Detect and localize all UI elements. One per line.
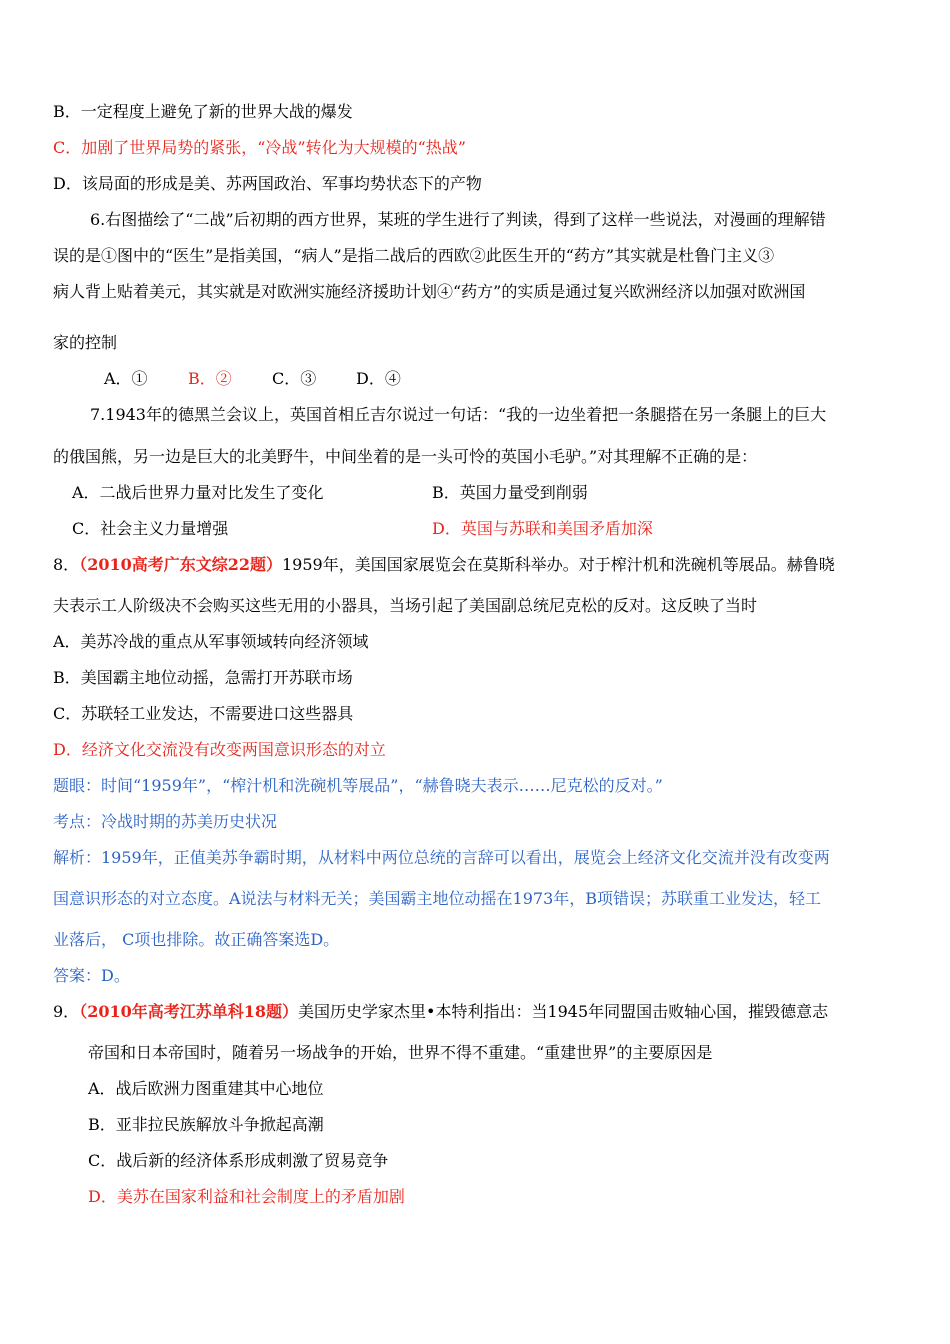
q9-stem-line-2: 帝国和日本帝国时，随着另一场战争的开始，世界不得不重建。“重建世界”的主要原因是 [88,1043,713,1062]
q7-option-a: A．二战后世界力量对比发生了变化 [72,483,324,502]
q6-option-d: D．④ [356,369,401,388]
q9-option-c: C．战后新的经济体系形成刺激了贸易竞争 [88,1151,389,1170]
q9-option-a: A．战后欧洲力图重建其中心地位 [88,1079,324,1098]
q5-option-d: D．该局面的形成是美、苏两国政治、军事均势状态下的产物 [53,174,482,193]
q6-stem-line-1: 6.右图描绘了“二战”后初期的西方世界，某班的学生进行了判读，得到了这样一些说法，对漫画的理解错 [90,210,826,229]
q8-answer: 答案：D。 [53,966,130,985]
q9-option-b: B．亚非拉民族解放斗争掀起高潮 [88,1115,324,1134]
q7-option-b: B．英国力量受到削弱 [432,483,588,502]
q7-option-d: D．英国与苏联和美国矛盾加深 [432,519,653,538]
q6-stem-line-2: 误的是①图中的“医生”是指美国，“病人”是指二战后的西欧②此医生开的“药方”其实就是杜鲁门主义③ [53,246,775,265]
q6-option-b: B．② [188,369,232,388]
q9-option-d: D．美苏在国家利益和社会制度上的矛盾加剧 [88,1187,405,1206]
q8-analysis-line-1: 解析：1959年，正值美苏争霸时期，从材料中两位总统的言辞可以看出，展览会上经济文化交流并没有改变两 [53,848,830,867]
q6-stem-line-3: 病人背上贴着美元，其实就是对欧洲实施经济援助计划④“药方”的实质是通过复兴欧洲经济以加强对欧洲国 [53,282,806,301]
q7-stem-line-1: 7.1943年的德黑兰会议上，英国首相丘吉尔说过一句话：“我的一边坐着把一条腿搭在另一条腿上的巨大 [90,405,827,424]
q7-option-c: C．社会主义力量增强 [72,519,229,538]
q8-option-d: D．经济文化交流没有改变两国意识形态的对立 [53,740,386,759]
q7-stem-line-2: 的俄国熊，另一边是巨大的北美野牛，中间坐着的是一头可怜的英国小毛驴。”对其理解不正确的是： [53,447,758,466]
q5-option-c: C．加剧了世界局势的紧张，“冷战”转化为大规模的“热战” [53,138,466,157]
q9-number: 9． [53,1002,80,1021]
q8-stem-text: 1959年，美国国家展览会在莫斯科举办。对于榨汁机和洗碗机等展品。赫鲁晓 [282,555,835,574]
q8-option-a: A．美苏冷战的重点从军事领域转向经济领域 [53,632,369,651]
q9-stem-line-1 [53,1001,828,1023]
q8-test-point: 考点：冷战时期的苏美历史状况 [53,812,278,831]
q6-stem-line-4: 家的控制 [53,333,118,352]
q8-option-b: B．美国霸主地位动摇，急需打开苏联市场 [53,668,353,687]
q8-key-phrases: 题眼：时间“1959年”，“榨汁机和洗碗机等展品”，“赫鲁晓夫表示……尼克松的反对。” [53,776,663,795]
q8-analysis-line-2: 国意识形态的对立态度。A说法与材料无关；美国霸主地位动摇在1973年，B项错误；苏联重工业发达，轻工 [53,889,822,908]
q9-source: （2010年高考江苏单科18题） [79,1002,298,1021]
q6-option-c: C．③ [272,369,317,388]
q8-number: 8． [53,555,80,574]
q8-option-c: C．苏联轻工业发达，不需要进口这些器具 [53,704,354,723]
q9-stem-text: 美国历史学家杰里•本特利指出：当1945年同盟国击败轴心国，摧毁德意志 [298,1002,829,1021]
q8-analysis-line-3: 业落后， C项也排除。故正确答案选D。 [53,930,340,949]
q6-option-a: A．① [104,369,148,388]
q5-option-b: B．一定程度上避免了新的世界大战的爆发 [53,102,353,121]
q8-stem-line-2: 夫表示工人阶级决不会购买这些无用的小器具，当场引起了美国副总统尼克松的反对。这反映了当时 [53,596,758,615]
q8-source: （2010高考广东文综22题） [79,555,282,574]
q8-stem-line-1 [53,554,835,576]
